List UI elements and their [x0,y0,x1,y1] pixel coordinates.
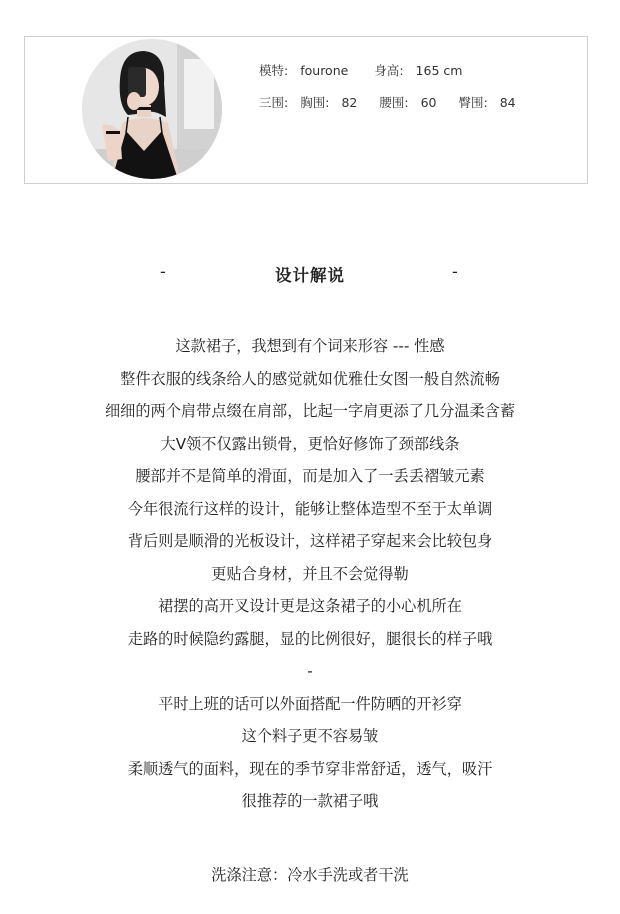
model-name: fourone [300,63,349,78]
height-label: 身高: [374,63,404,78]
heading-dash-right: - [452,262,458,281]
description-line: 大V领不仅露出锁骨，更恰好修饰了颈部线条 [160,434,460,453]
bust-value: 82 [341,95,358,110]
waist-label: 腰围: [379,95,409,110]
description-line: 走路的时候隐约露腿，显的比例很好，腿很长的样子哦 [127,629,493,648]
description-line: 这个料子更不容易皱 [241,727,379,745]
description-line: 平时上班的话可以外面搭配一件防晒的开衫穿 [158,694,462,713]
description-line: 今年很流行这样的设计，能够让整体造型不至于太单调 [127,499,493,518]
description-line: 柔顺透气的面料，现在的季节穿非常舒适，透气，吸汗 [127,759,493,778]
washing-note: 洗涤注意：冷水手洗或者干洗 [211,866,409,884]
model-row-measurements [259,93,516,111]
description-line: 裙摆的高开叉设计更是这条裙子的小心机所在 [158,597,462,615]
description-line: 这款裙子，我想到有个词来形容 --- 性感 [175,337,445,355]
description-line: 腰部并不是简单的滑面，而是加入了一丢丢褶皱元素 [135,467,485,485]
description-line: 细细的两个肩带点缀在肩部，比起一字肩更添了几分温柔含蓄 [104,402,516,420]
heading-dash-left: - [160,262,166,281]
model-info-card [24,36,588,184]
hip-value: 84 [499,95,516,110]
model-avatar [82,39,222,179]
description-text [0,336,620,824]
model-photo [82,39,222,179]
description-separator: - [307,662,313,680]
hip-label: 臀围: [458,95,488,110]
measurements-label: 三围: [259,95,289,110]
description-line: 背后则是顺滑的光板设计，这样裙子穿起来会比较包身 [127,532,493,550]
section-title: 设计解说 [275,266,345,285]
bust-label: 胸围: [300,95,330,110]
height-value: 165 cm [415,63,463,78]
description-line: 很推荐的一款裙子哦 [241,792,379,810]
description-line: 更贴合身材，并且不会觉得勒 [211,564,409,583]
waist-value: 60 [420,95,437,110]
model-row-basic [259,61,462,79]
section-heading [0,262,620,286]
model-label: 模特: [259,63,289,78]
description-line: 整件衣服的线条给人的感觉就如优雅仕女图一般自然流畅 [120,369,500,388]
